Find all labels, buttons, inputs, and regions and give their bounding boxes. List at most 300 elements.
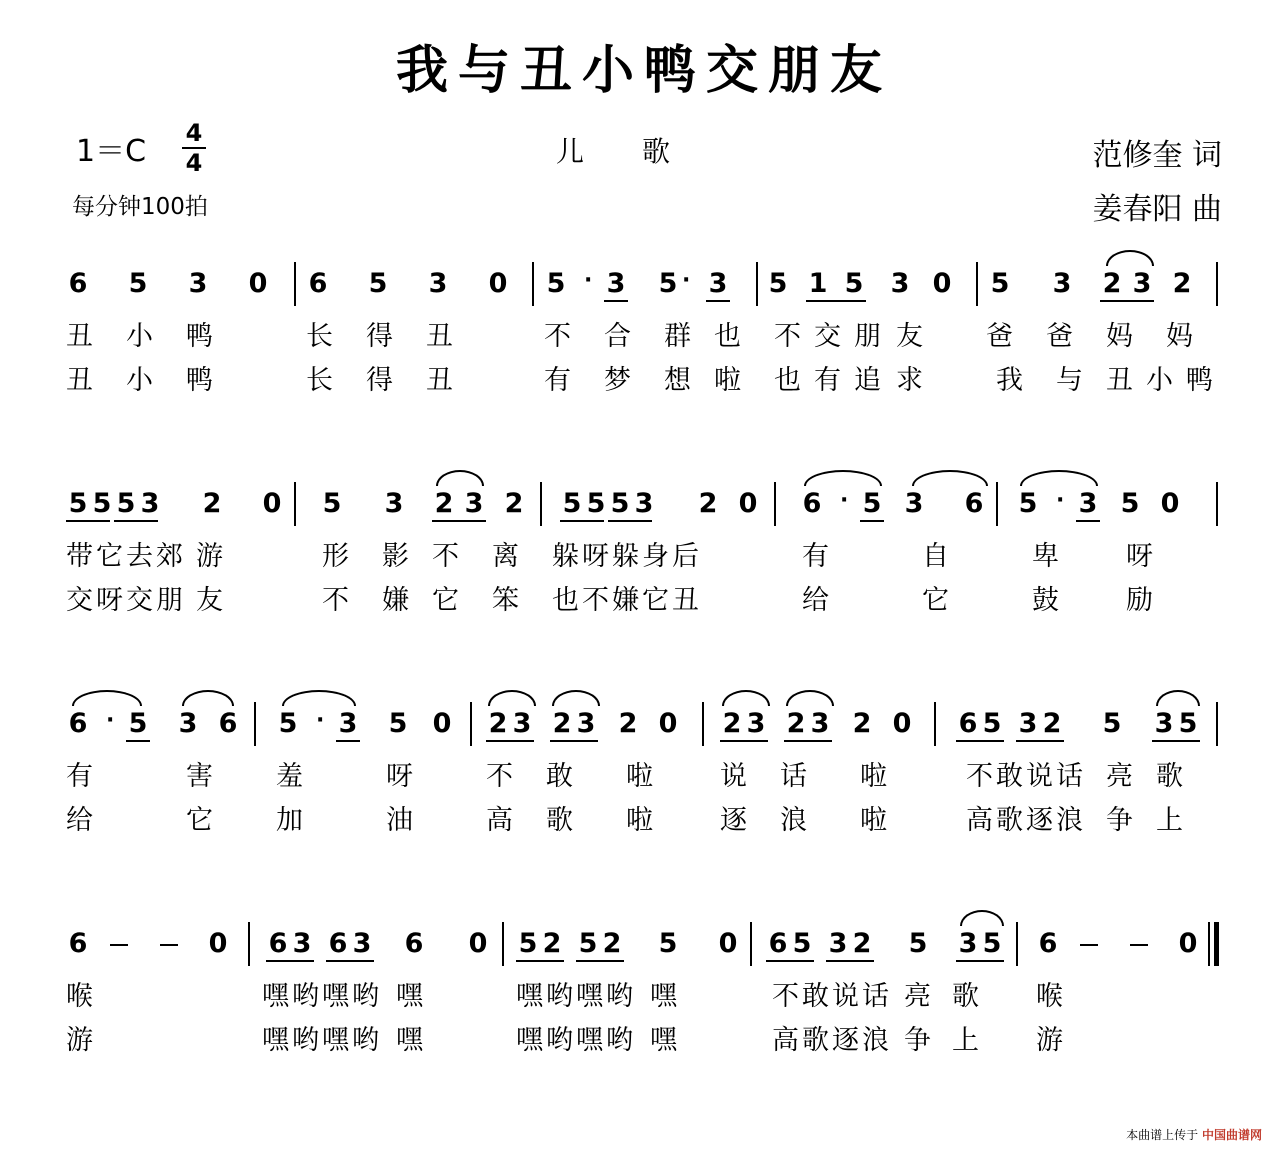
underline-beam (126, 740, 150, 742)
footer-credit (1126, 1126, 1262, 1143)
note: 3 (746, 708, 766, 739)
note: 5 (982, 928, 1002, 959)
lyric-verse-2: 哟 (292, 1025, 319, 1056)
lyric-verse-2: 嘿 (396, 1025, 423, 1056)
lyric-verse-2: 啦 (626, 805, 653, 836)
composer-credit: 姜春阳 曲 (1092, 192, 1222, 227)
lyric-verse-1: 亮 (904, 981, 931, 1012)
underline-beam (66, 520, 110, 522)
lyric-verse-1: 话 (862, 981, 889, 1012)
note: 0 (738, 488, 758, 519)
lyric-verse-2: 歌 (996, 805, 1023, 836)
underline-beam (336, 740, 360, 742)
tempo-marking: 每分钟100拍 (72, 194, 208, 220)
score-system-2 (66, 482, 1226, 632)
note: 3 (352, 928, 372, 959)
note: 3 (512, 708, 532, 739)
note: 0 (658, 708, 678, 739)
lyric-verse-1: 躲 (552, 541, 579, 572)
note: 6 (1038, 928, 1058, 959)
slur-tie (552, 690, 600, 706)
underline-beam (604, 300, 628, 302)
score-system-1 (66, 262, 1226, 412)
lyric-verse-1: 去 (126, 541, 153, 572)
underline-beam (826, 960, 874, 962)
note: 0 (488, 268, 508, 299)
lyric-verse-2: 啦 (714, 365, 741, 396)
note: 0 (262, 488, 282, 519)
note: 6 (68, 708, 88, 739)
slur-tie (1106, 250, 1154, 266)
note: 5 (844, 268, 864, 299)
note: 6 (68, 268, 88, 299)
lyric-verse-2: 嘿 (576, 1025, 603, 1056)
lyric-verse-2: 逐 (720, 805, 747, 836)
dot-mark: · (1056, 488, 1065, 513)
time-signature-top: 4 (185, 119, 203, 147)
lyric-verse-1: 它 (96, 541, 123, 572)
note: 6 (802, 488, 822, 519)
dot-mark: · (840, 488, 849, 513)
lyric-verse-2: 我 (996, 365, 1023, 396)
underline-beam (114, 520, 158, 522)
note: 2 (434, 488, 454, 519)
note: 0 (1160, 488, 1180, 519)
note: 5 (586, 488, 606, 519)
barline (294, 482, 296, 526)
note: 3 (292, 928, 312, 959)
lyric-verse-2: 嘿 (650, 1025, 677, 1056)
note: 5 (990, 268, 1010, 299)
note: 3 (576, 708, 596, 739)
lyric-verse-1: 不 (966, 761, 993, 792)
lyric-verse-2: 争 (904, 1025, 931, 1056)
note: 3 (1132, 268, 1152, 299)
lyric-verse-1: 郊 (156, 541, 183, 572)
sustain-dash (1130, 944, 1148, 946)
lyric-verse-1: 话 (780, 761, 807, 792)
lyric-verse-2: 长 (306, 365, 333, 396)
lyric-verse-2: 鸭 (1186, 365, 1213, 396)
barline (750, 922, 752, 966)
lyric-verse-1: 不 (432, 541, 459, 572)
note: 6 (328, 928, 348, 959)
note: 5 (578, 928, 598, 959)
lyric-verse-1: 朋 (854, 321, 881, 352)
slur-tie (182, 690, 234, 706)
note: 5 (278, 708, 298, 739)
lyric-verse-1: 哟 (546, 981, 573, 1012)
lyric-verse-1: 喉 (1036, 981, 1063, 1012)
lyric-verse-2: 油 (386, 805, 413, 836)
lyric-verse-1: 合 (604, 321, 631, 352)
slur-tie (786, 690, 834, 706)
lyric-verse-1: 羞 (276, 761, 303, 792)
lyric-verse-2: 游 (1036, 1025, 1063, 1056)
lyric-verse-1: 哟 (606, 981, 633, 1012)
lyric-verse-1: 身 (642, 541, 669, 572)
lyric-verse-1: 说 (1026, 761, 1053, 792)
lyric-verse-1: 妈 (1106, 321, 1133, 352)
lyric-verse-2: 交 (66, 585, 93, 616)
sustain-dash (160, 944, 178, 946)
barline (756, 262, 758, 306)
lyric-verse-2: 给 (66, 805, 93, 836)
final-barline-thick (1214, 922, 1219, 966)
note: 5 (1102, 708, 1122, 739)
lyric-verse-2: 也 (774, 365, 801, 396)
lyric-verse-1: 不 (544, 321, 571, 352)
barline (934, 702, 936, 746)
lyric-verse-1: 丑 (426, 321, 453, 352)
lyric-verse-2: 上 (952, 1025, 979, 1056)
lyric-verse-1: 嘿 (322, 981, 349, 1012)
note: 3 (890, 268, 910, 299)
note: 5 (68, 488, 88, 519)
site-logo: 中国曲谱网 (1201, 1128, 1262, 1142)
note: 6 (268, 928, 288, 959)
lyric-verse-1: 长 (306, 321, 333, 352)
dot-mark: · (584, 268, 593, 293)
note: 3 (428, 268, 448, 299)
notes-row (66, 262, 1226, 310)
underline-beam (784, 740, 832, 742)
note: 1 (808, 268, 828, 299)
lyric-verse-1: 得 (366, 321, 393, 352)
barline (294, 262, 296, 306)
note: 5 (610, 488, 630, 519)
note: 5 (658, 928, 678, 959)
note: 2 (698, 488, 718, 519)
barline (1216, 482, 1218, 526)
note: 5 (982, 708, 1002, 739)
note: 2 (1102, 268, 1122, 299)
note: 0 (208, 928, 228, 959)
note: 5 (92, 488, 112, 519)
note: 0 (718, 928, 738, 959)
lyric-verse-1: 啦 (860, 761, 887, 792)
footer-text: 本曲谱上传于 (1126, 1128, 1199, 1142)
lyric-verse-2: 鸭 (186, 365, 213, 396)
lyric-verse-1: 说 (720, 761, 747, 792)
barline (996, 482, 998, 526)
lyric-verse-1: 交 (814, 321, 841, 352)
underline-beam (956, 960, 1004, 962)
lyric-verse-2: 游 (66, 1025, 93, 1056)
lyric-verse-2: 逐 (832, 1025, 859, 1056)
lyric-verse-1: 鸭 (186, 321, 213, 352)
note: 3 (140, 488, 160, 519)
genre-label: 儿歌 (556, 135, 729, 168)
note: 5 (128, 268, 148, 299)
barline (976, 262, 978, 306)
barline (540, 482, 542, 526)
song-title: 我与丑小鸭交朋友 (395, 40, 892, 101)
note: 5 (792, 928, 812, 959)
note: 2 (852, 708, 872, 739)
barline (502, 922, 504, 966)
note: 0 (248, 268, 268, 299)
lyric-verse-2: 有 (544, 365, 571, 396)
barline (470, 702, 472, 746)
notes-row (66, 922, 1226, 970)
note: 3 (904, 488, 924, 519)
lyric-verse-1: 影 (382, 541, 409, 572)
lyric-verse-2: 得 (366, 365, 393, 396)
note: 3 (708, 268, 728, 299)
lyric-verse-2: 给 (802, 585, 829, 616)
note: 3 (634, 488, 654, 519)
underline-beam (806, 300, 866, 302)
note: 2 (722, 708, 742, 739)
lyric-verse-2: 丑 (66, 365, 93, 396)
note: 6 (218, 708, 238, 739)
lyric-verse-2: 有 (814, 365, 841, 396)
barline (254, 702, 256, 746)
barline (1216, 702, 1218, 746)
lyric-verse-2: 哟 (606, 1025, 633, 1056)
note: 6 (964, 488, 984, 519)
underline-beam (432, 520, 486, 522)
lyric-verse-2: 哟 (352, 1025, 379, 1056)
lyric-verse-1: 小 (126, 321, 153, 352)
lyric-verse-2: 追 (854, 365, 881, 396)
lyric-verse-1: 丑 (66, 321, 93, 352)
note: 3 (1052, 268, 1072, 299)
underline-beam (326, 960, 374, 962)
lyric-verse-1: 嘿 (396, 981, 423, 1012)
lyric-verse-1: 敢 (996, 761, 1023, 792)
slur-tie (436, 470, 484, 486)
lyric-verse-1: 呀 (386, 761, 413, 792)
lyric-verse-1: 躲 (612, 541, 639, 572)
lyric-verse-2: 嫌 (382, 585, 409, 616)
underline-beam (560, 520, 604, 522)
lyric-verse-2: 鼓 (1032, 585, 1059, 616)
barline (774, 482, 776, 526)
lyric-verse-1: 不 (774, 321, 801, 352)
notes-row (66, 702, 1226, 750)
lyric-verse-2: 朋 (156, 585, 183, 616)
note: 5 (128, 708, 148, 739)
lyric-verse-2: 求 (896, 365, 923, 396)
lyric-verse-1: 妈 (1166, 321, 1193, 352)
lyric-verse-2: 丑 (672, 585, 699, 616)
note: 3 (606, 268, 626, 299)
note: 3 (1018, 708, 1038, 739)
lyric-verse-2: 它 (922, 585, 949, 616)
barline (702, 702, 704, 746)
lyric-verse-2: 也 (552, 585, 579, 616)
note: 6 (308, 268, 328, 299)
note: 0 (932, 268, 952, 299)
lyric-verse-2: 它 (432, 585, 459, 616)
lyricist-credit: 范修奎 词 (1092, 138, 1222, 173)
lyric-verse-1: 群 (664, 321, 691, 352)
note: 5 (388, 708, 408, 739)
note: 2 (618, 708, 638, 739)
note: 5 (862, 488, 882, 519)
note: 3 (1078, 488, 1098, 519)
lyric-verse-2: 它 (186, 805, 213, 836)
lyric-verse-2: 高 (966, 805, 993, 836)
barline (1216, 262, 1218, 306)
slur-tie (72, 690, 142, 706)
note: 5 (768, 268, 788, 299)
dot-mark: · (106, 708, 115, 733)
underline-beam (266, 960, 314, 962)
lyric-verse-1: 歌 (1156, 761, 1183, 792)
lyric-verse-1: 有 (66, 761, 93, 792)
note: 2 (552, 708, 572, 739)
underline-beam (1076, 520, 1100, 522)
barline (532, 262, 534, 306)
lyric-verse-2: 励 (1126, 585, 1153, 616)
lyric-verse-2: 想 (664, 365, 691, 396)
lyric-verse-1: 爸 (1046, 321, 1073, 352)
note: 3 (464, 488, 484, 519)
lyric-verse-2: 呀 (96, 585, 123, 616)
lyric-verse-1: 嘿 (516, 981, 543, 1012)
notes-row (66, 482, 1226, 530)
lyric-verse-1: 呀 (1126, 541, 1153, 572)
note: 2 (852, 928, 872, 959)
note: 3 (188, 268, 208, 299)
lyric-verse-2: 高 (772, 1025, 799, 1056)
lyric-verse-2: 小 (126, 365, 153, 396)
note: 2 (488, 708, 508, 739)
lyric-verse-2: 丑 (1106, 365, 1133, 396)
lyric-verse-2: 嘿 (322, 1025, 349, 1056)
underline-beam (1016, 740, 1064, 742)
lyric-verse-1: 不 (486, 761, 513, 792)
underline-beam (516, 960, 564, 962)
lyric-verse-2: 它 (642, 585, 669, 616)
underline-beam (550, 740, 598, 742)
lyric-verse-2: 不 (582, 585, 609, 616)
note: 2 (202, 488, 222, 519)
lyric-verse-1: 后 (672, 541, 699, 572)
lyric-verse-1: 哟 (292, 981, 319, 1012)
sustain-dash (110, 944, 128, 946)
score-system-4 (66, 922, 1226, 1072)
note: 5 (908, 928, 928, 959)
time-signature (182, 120, 206, 176)
lyric-verse-1: 害 (186, 761, 213, 792)
slur-tie (804, 470, 882, 486)
slur-tie (722, 690, 770, 706)
lyric-verse-2: 啦 (860, 805, 887, 836)
note: 6 (68, 928, 88, 959)
note: 3 (384, 488, 404, 519)
note: 2 (1042, 708, 1062, 739)
lyric-verse-1: 也 (714, 321, 741, 352)
note: 3 (828, 928, 848, 959)
note: 5 (518, 928, 538, 959)
lyric-verse-1: 话 (1056, 761, 1083, 792)
lyric-verse-2: 嫌 (612, 585, 639, 616)
lyric-verse-1: 爸 (986, 321, 1013, 352)
lyric-verse-2: 小 (1146, 365, 1173, 396)
lyric-verse-1: 自 (922, 541, 949, 572)
lyric-verse-1: 形 (322, 541, 349, 572)
note: 5 (1120, 488, 1140, 519)
lyric-verse-2: 友 (196, 585, 223, 616)
barline (1016, 922, 1018, 966)
note: 5 (546, 268, 566, 299)
note: 5 (322, 488, 342, 519)
lyric-verse-1: 游 (196, 541, 223, 572)
lyric-verse-2: 哟 (546, 1025, 573, 1056)
note: 5 (1178, 708, 1198, 739)
lyric-verse-2: 不 (322, 585, 349, 616)
lyric-verse-2: 笨 (492, 585, 519, 616)
slur-tie (282, 690, 356, 706)
lyric-verse-1: 友 (896, 321, 923, 352)
lyric-verse-1: 有 (802, 541, 829, 572)
lyric-verse-2: 加 (276, 805, 303, 836)
lyric-verse-1: 敢 (802, 981, 829, 1012)
lyric-verse-2: 逐 (1026, 805, 1053, 836)
slur-tie (488, 690, 536, 706)
lyric-verse-1: 带 (66, 541, 93, 572)
underline-beam (1100, 300, 1154, 302)
lyric-verse-1: 敢 (546, 761, 573, 792)
underline-beam (860, 520, 884, 522)
note: 0 (1178, 928, 1198, 959)
lyric-verse-1: 哟 (352, 981, 379, 1012)
note: 3 (178, 708, 198, 739)
note: 6 (404, 928, 424, 959)
lyric-verse-1: 嘿 (650, 981, 677, 1012)
note: 0 (468, 928, 488, 959)
slur-tie (960, 910, 1004, 926)
lyric-verse-2: 高 (486, 805, 513, 836)
time-signature-bottom: 4 (185, 149, 203, 177)
dot-mark: · (316, 708, 325, 733)
lyric-verse-2: 嘿 (262, 1025, 289, 1056)
slur-tie (912, 470, 988, 486)
lyric-verse-1: 啦 (626, 761, 653, 792)
slur-tie (1156, 690, 1200, 706)
lyric-verse-1: 卑 (1032, 541, 1059, 572)
lyric-verse-2: 浪 (780, 805, 807, 836)
note: 2 (602, 928, 622, 959)
lyric-verse-1: 呀 (582, 541, 609, 572)
underline-beam (608, 520, 652, 522)
note: 5 (368, 268, 388, 299)
lyric-verse-2: 歌 (546, 805, 573, 836)
slur-tie (1020, 470, 1098, 486)
lyric-verse-2: 与 (1056, 365, 1083, 396)
lyric-verse-1: 喉 (66, 981, 93, 1012)
lyric-verse-2: 争 (1106, 805, 1133, 836)
lyric-verse-2: 浪 (862, 1025, 889, 1056)
key-signature: 1＝C (76, 134, 147, 169)
note: 3 (1154, 708, 1174, 739)
score-system-3 (66, 702, 1226, 852)
note: 5 (562, 488, 582, 519)
note: 2 (786, 708, 806, 739)
dot-mark: · (682, 268, 691, 293)
lyric-verse-2: 交 (126, 585, 153, 616)
final-barline-thin (1208, 922, 1210, 966)
lyric-verse-2: 梦 (604, 365, 631, 396)
note: 3 (810, 708, 830, 739)
note: 6 (958, 708, 978, 739)
note: 0 (432, 708, 452, 739)
note: 3 (958, 928, 978, 959)
